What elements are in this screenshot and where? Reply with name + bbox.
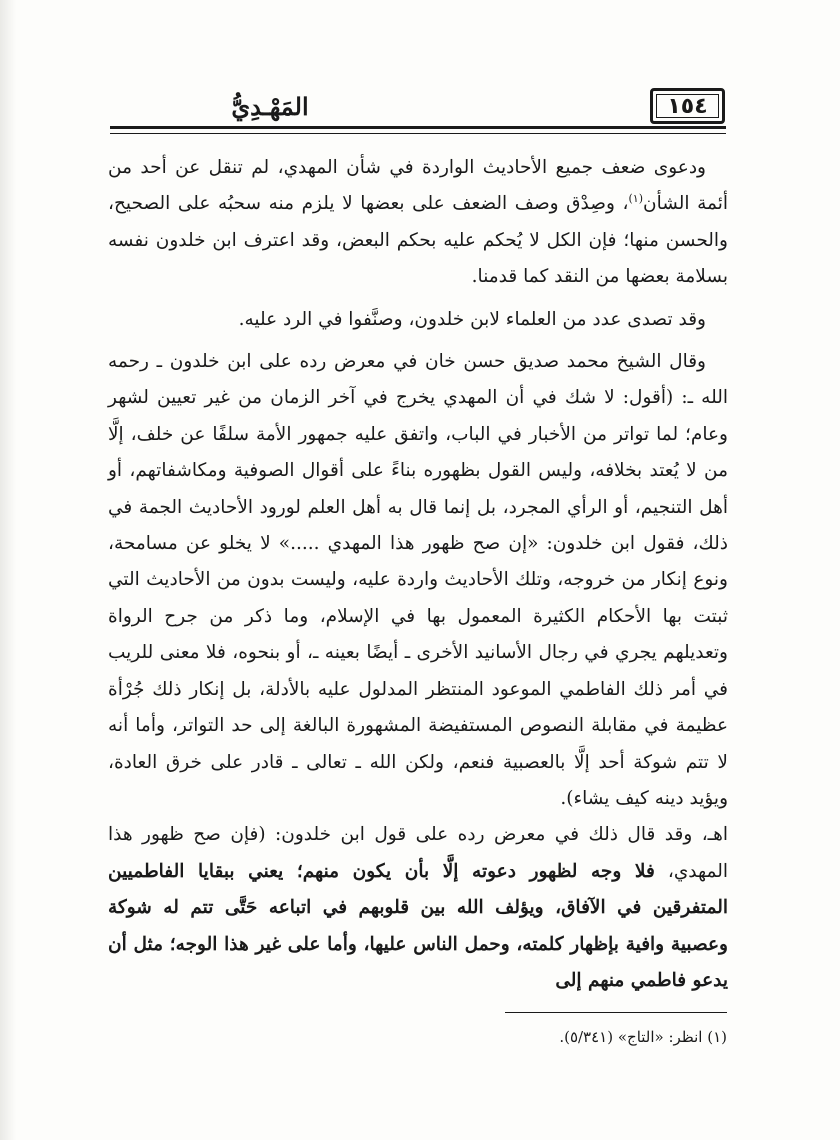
header-rule-thick [110, 126, 726, 129]
footnote-separator [505, 1012, 727, 1013]
page-edge-shadow [0, 0, 16, 1140]
footnote-marker[interactable]: (١) [628, 192, 643, 206]
footnote: (١) انظر: «التاج» (٥/٣٤١). [559, 1028, 727, 1046]
paragraph-4-intro: اهـ، وقد قال ذلك في معرض رده على قول ابن خلدون: (فإن صح ظهور هذا المهدي، [108, 824, 729, 882]
running-title: المَهْـدِيُّ [231, 92, 309, 121]
header-rule-thin [110, 133, 726, 134]
paragraph-4-quote: فلا وجه لظهور دعوته إلَّا بأن يكون منهم؛ يعني ببقايا الفاطميين المتفرقين في الآفاق، ويؤلف الله بين قلوبهم في اتباعه حَتَّى تتم له شوكة وعصبية وافية بإظهار كلمته، وحمل الناس عليها، وأما على غير هذا الوجه؛ مثل أن يدعو فاطمي منهم إلى [108, 860, 728, 991]
paragraph-1-continued: ، وصِدْق وصف الضعف على بعضها لا يلزم منه سحبُه على الصحيح، والحسن منها؛ فإن الكل لا يُحكم عليه بحكم البعض، وقد اعترف ابن خلدون نفسه بسلامة بعضها من النقد كما قدمنا. [108, 193, 728, 288]
page-number: ١٥٤ [650, 88, 725, 124]
paragraph-1-text: ودعوى ضعف جميع الأحاديث الواردة في شأن المهدي، لم تنقل عن أحد من أئمة الشأن [108, 157, 728, 215]
paragraph-3: وقال الشيخ محمد صديق حسن خان في معرض رده على ابن خلدون ـ رحمه الله ـ: (أقول: لا شك في أن المهدي يخرج في آخر الزمان من غير تعيين لشهر وعام؛ لما تواتر من الأخبار في الباب، واتفق عليه جمهور الأمة سلفًا عن خلف، إلَّا من لا يُعتد بخلافه، وليس القول بظهوره بناءً على أقوال الصوفية ومكاشفاتهم، أو أهل التنجيم، أو الرأي المجرد، بل إنما قال به أهل العلم لورود الأحاديث الجمة في ذلك، فقول ابن خلدون: «إن صح ظهور هذا المهدي .....» لا يخلو عن مسامحة، ونوع إنكار من خروجه، وتلك الأحاديث واردة عليه، وليست بدون من الأحاديث التي ثبتت بها الأحكام الكثيرة المعمول بها في الإسلام، وما ذكر من جرح الرواة وتعديلهم يجري في رجال الأسانيد الأخرى ـ أيضًا بعينه ـ، أو بنحوه، فلا معنى للريب في أمر ذلك الفاطمي الموعود المنتظر المدلول عليه بالأدلة، بل إنكار ذلك جُرْأة عظيمة في مقابلة النصوص المستفيضة المشهورة البالغة إلى حد التواتر، وأما أنه لا تتم شوكة أحد إلَّا بالعصبية فنعم، ولكن الله ـ تعالى ـ قادر على خرق العادة، ويؤيد دينه كيف يشاء). [108, 351, 728, 809]
paragraph-1 [108, 150, 728, 296]
paragraph-2: وقد تصدى عدد من العلماء لابن خلدون، وصنَّفوا في الرد عليه. [238, 308, 706, 330]
paragraph-4 [108, 817, 728, 999]
body-text [108, 150, 728, 999]
